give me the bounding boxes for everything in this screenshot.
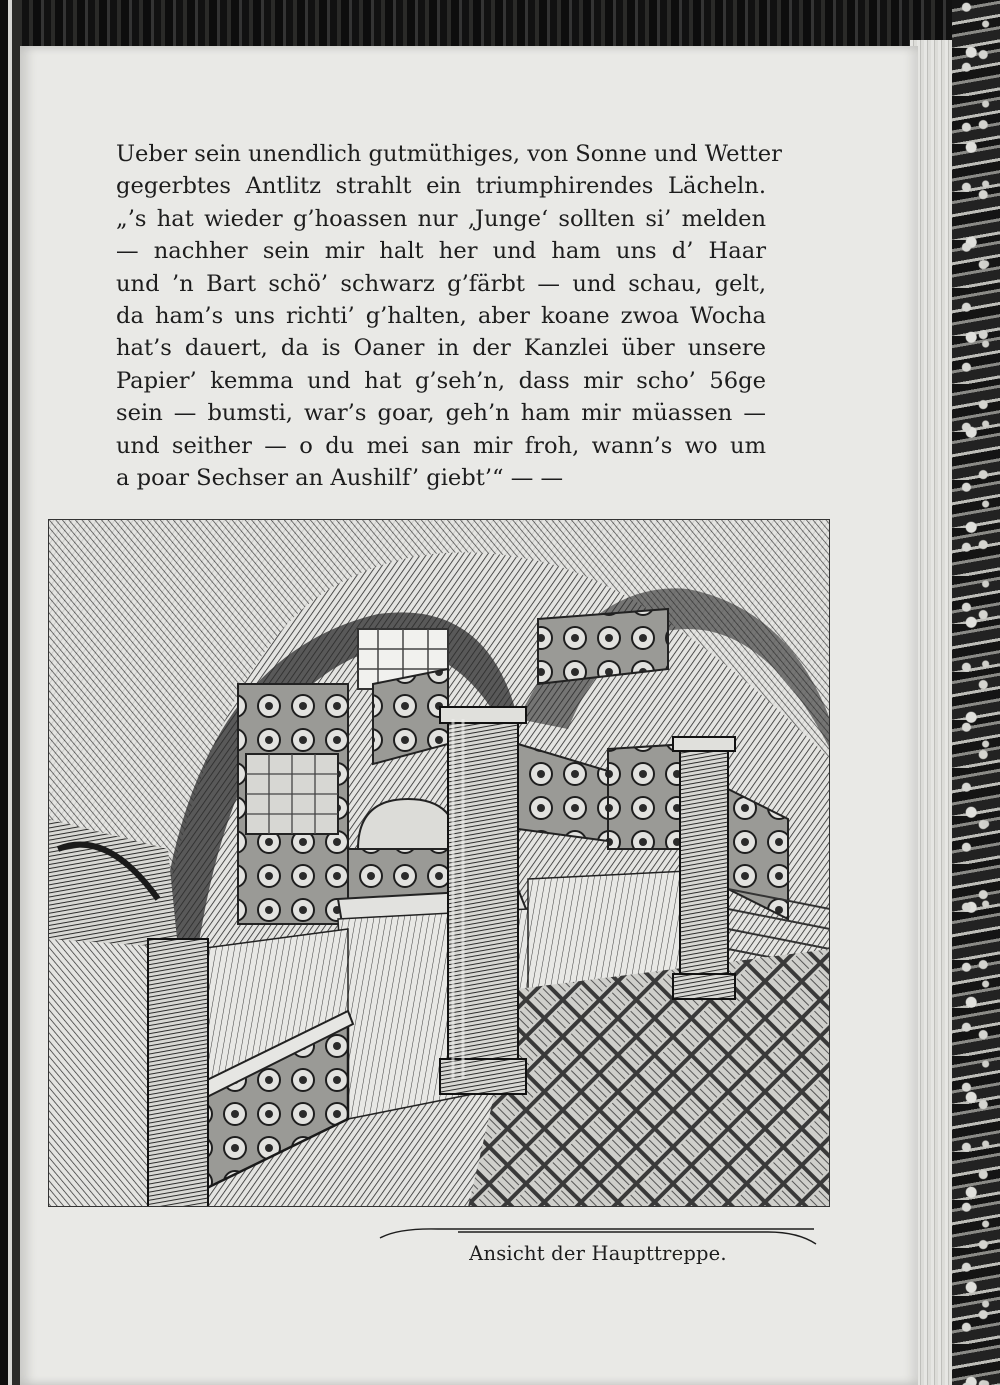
marbled-edge bbox=[952, 0, 1000, 1385]
text-line: und seither — o du mei san mir froh, wann’s wo um bbox=[116, 432, 766, 459]
text-line: Papier’ kemma und hat g’seh’n, dass mir scho’ 56ge bbox=[116, 367, 766, 394]
text-line: sein — bumsti, war’s goar, geh’n ham mir müassen — bbox=[116, 400, 766, 427]
text-line: Ueber sein unendlich gutmüthiges, von Sonne und Wetter bbox=[116, 141, 782, 167]
text-line: a poar Sechser an Aushilf’ giebt’“ — — bbox=[116, 465, 564, 492]
text-line: und ’n Bart schö’ schwarz g’färbt — und schau, gelt, bbox=[116, 270, 766, 297]
staircase-engraving bbox=[48, 519, 830, 1207]
book-cover-edge bbox=[0, 0, 1000, 46]
text-line: hat’s dauert, da is Oaner in der Kanzlei über unsere bbox=[116, 335, 766, 362]
figure-caption: Ansicht der Haupttreppe. bbox=[469, 1242, 727, 1265]
text-line: da ham’s uns richti’ g’halten, aber koane zwoa Wocha bbox=[116, 303, 766, 330]
text-line: „’s hat wieder g’hoassen nur ‚Junge‘ sollten si’ melden bbox=[116, 205, 766, 232]
body-text bbox=[116, 138, 782, 494]
text-line: gegerbtes Antlitz strahlt ein triumphirendes Lächeln. bbox=[116, 173, 766, 200]
left-cover-edge bbox=[0, 0, 22, 1385]
text-line: — nachher sein mir halt her und ham uns d’ Haar bbox=[116, 238, 766, 265]
